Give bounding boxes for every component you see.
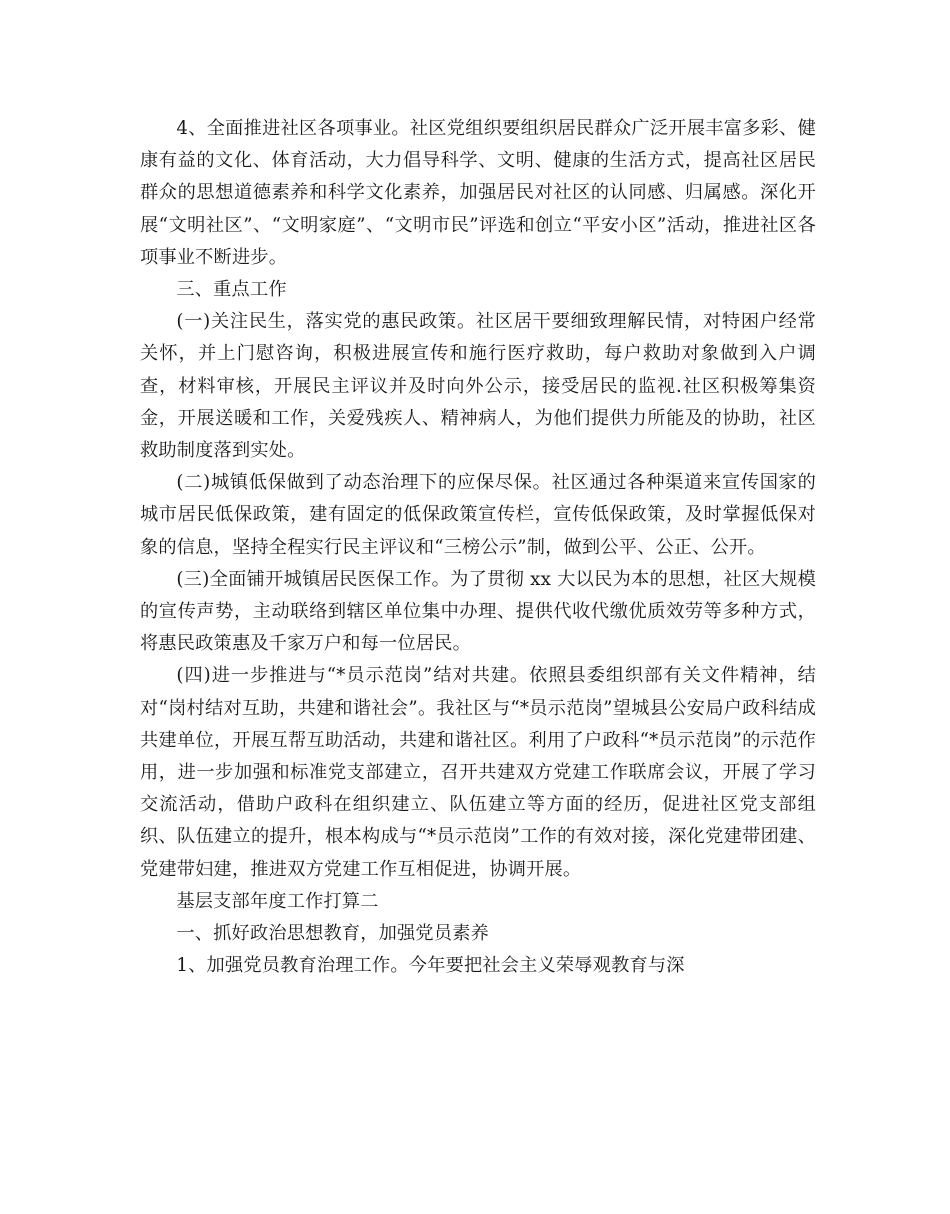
paragraph-community-affairs: 4、全面推进社区各项事业。社区党组织要组织居民群众广泛开展丰富多彩、健康有益的文化、体育活动，大力倡导科学、文明、健康的生活方式，提高社区居民群众的思想道德素养和科学文化素养，加强居民对社区的认同感、归属感。深化开展“文明社区”、“文明家庭”、“文明市民”评选和创立“平安小区”活动，推进社区各项事业不断进步。 — [140, 118, 816, 268]
paragraph-minimum-living: (二)城镇低保做到了动态治理下的应保尽保。社区通过各种渠道来宣传国家的城市居民低保政策，建有固定的低保政策宣传栏，宣传低保政策，及时掌握低保对象的信息，坚持全程实行民主评议和“三榜公示”制，做到公平、公正、公开。 — [140, 472, 816, 558]
heading-annual-plan-two: 基层支部年度工作打算二 — [176, 890, 379, 912]
paragraph-livelihood: (一)关注民生，落实党的惠民政策。社区居干要细致理解民情，对特困户经常关怀，并上门慰咨询，积极进展宣传和施行医疗救助，每户救助对象做到入户调查，材料审核，开展民主评议并及时向外公示，接受居民的监视.社区积极筹集资金，开展送暖和工作，关爱残疾人、精神病人，为他们提供力所能及的协助，社区救助制度落到实处。 — [140, 311, 816, 462]
heading-key-work: 三、重点工作 — [176, 279, 287, 301]
paragraph-partnership: (四)进一步推进与“*员示范岗”结对共建。依照县委组织部有关文件精神，结对“岗村结对互助，共建和谐社会”。我社区与“*员示范岗”望城县公安局户政科结成共建单位，开展互帮互助活动，共建和谐社区。利用了户政科“*员示范岗”的示范作用，进一步加强和标准党支部建立，召开共建双方党建工作联席会议，开展了学习交流活动，借助户政科在组织建立、队伍建立等方面的经历，促进社区党支部组织、队伍建立的提升，根本构成与“*员示范岗”工作的有效对接，深化党建带团建、党建带妇建，推进双方党建工作互相促进，协调开展。 — [140, 665, 816, 880]
heading-political-education: 一、抓好政治思想教育，加强党员素养 — [176, 923, 489, 945]
paragraph-medical-insurance: (三)全面铺开城镇居民医保工作。为了贯彻 xx 大以民为本的思想，社区大规模的宣传声势，主动联络到辖区单位集中办理、提供代收代缴优质效劳等多种方式，将惠民政策惠及千家万户和每一位居民。 — [140, 568, 816, 655]
document-page — [140, 113, 816, 982]
paragraph-member-education: 1、加强党员教育治理工作。今年要把社会主义荣辱观教育与深 — [176, 955, 685, 977]
